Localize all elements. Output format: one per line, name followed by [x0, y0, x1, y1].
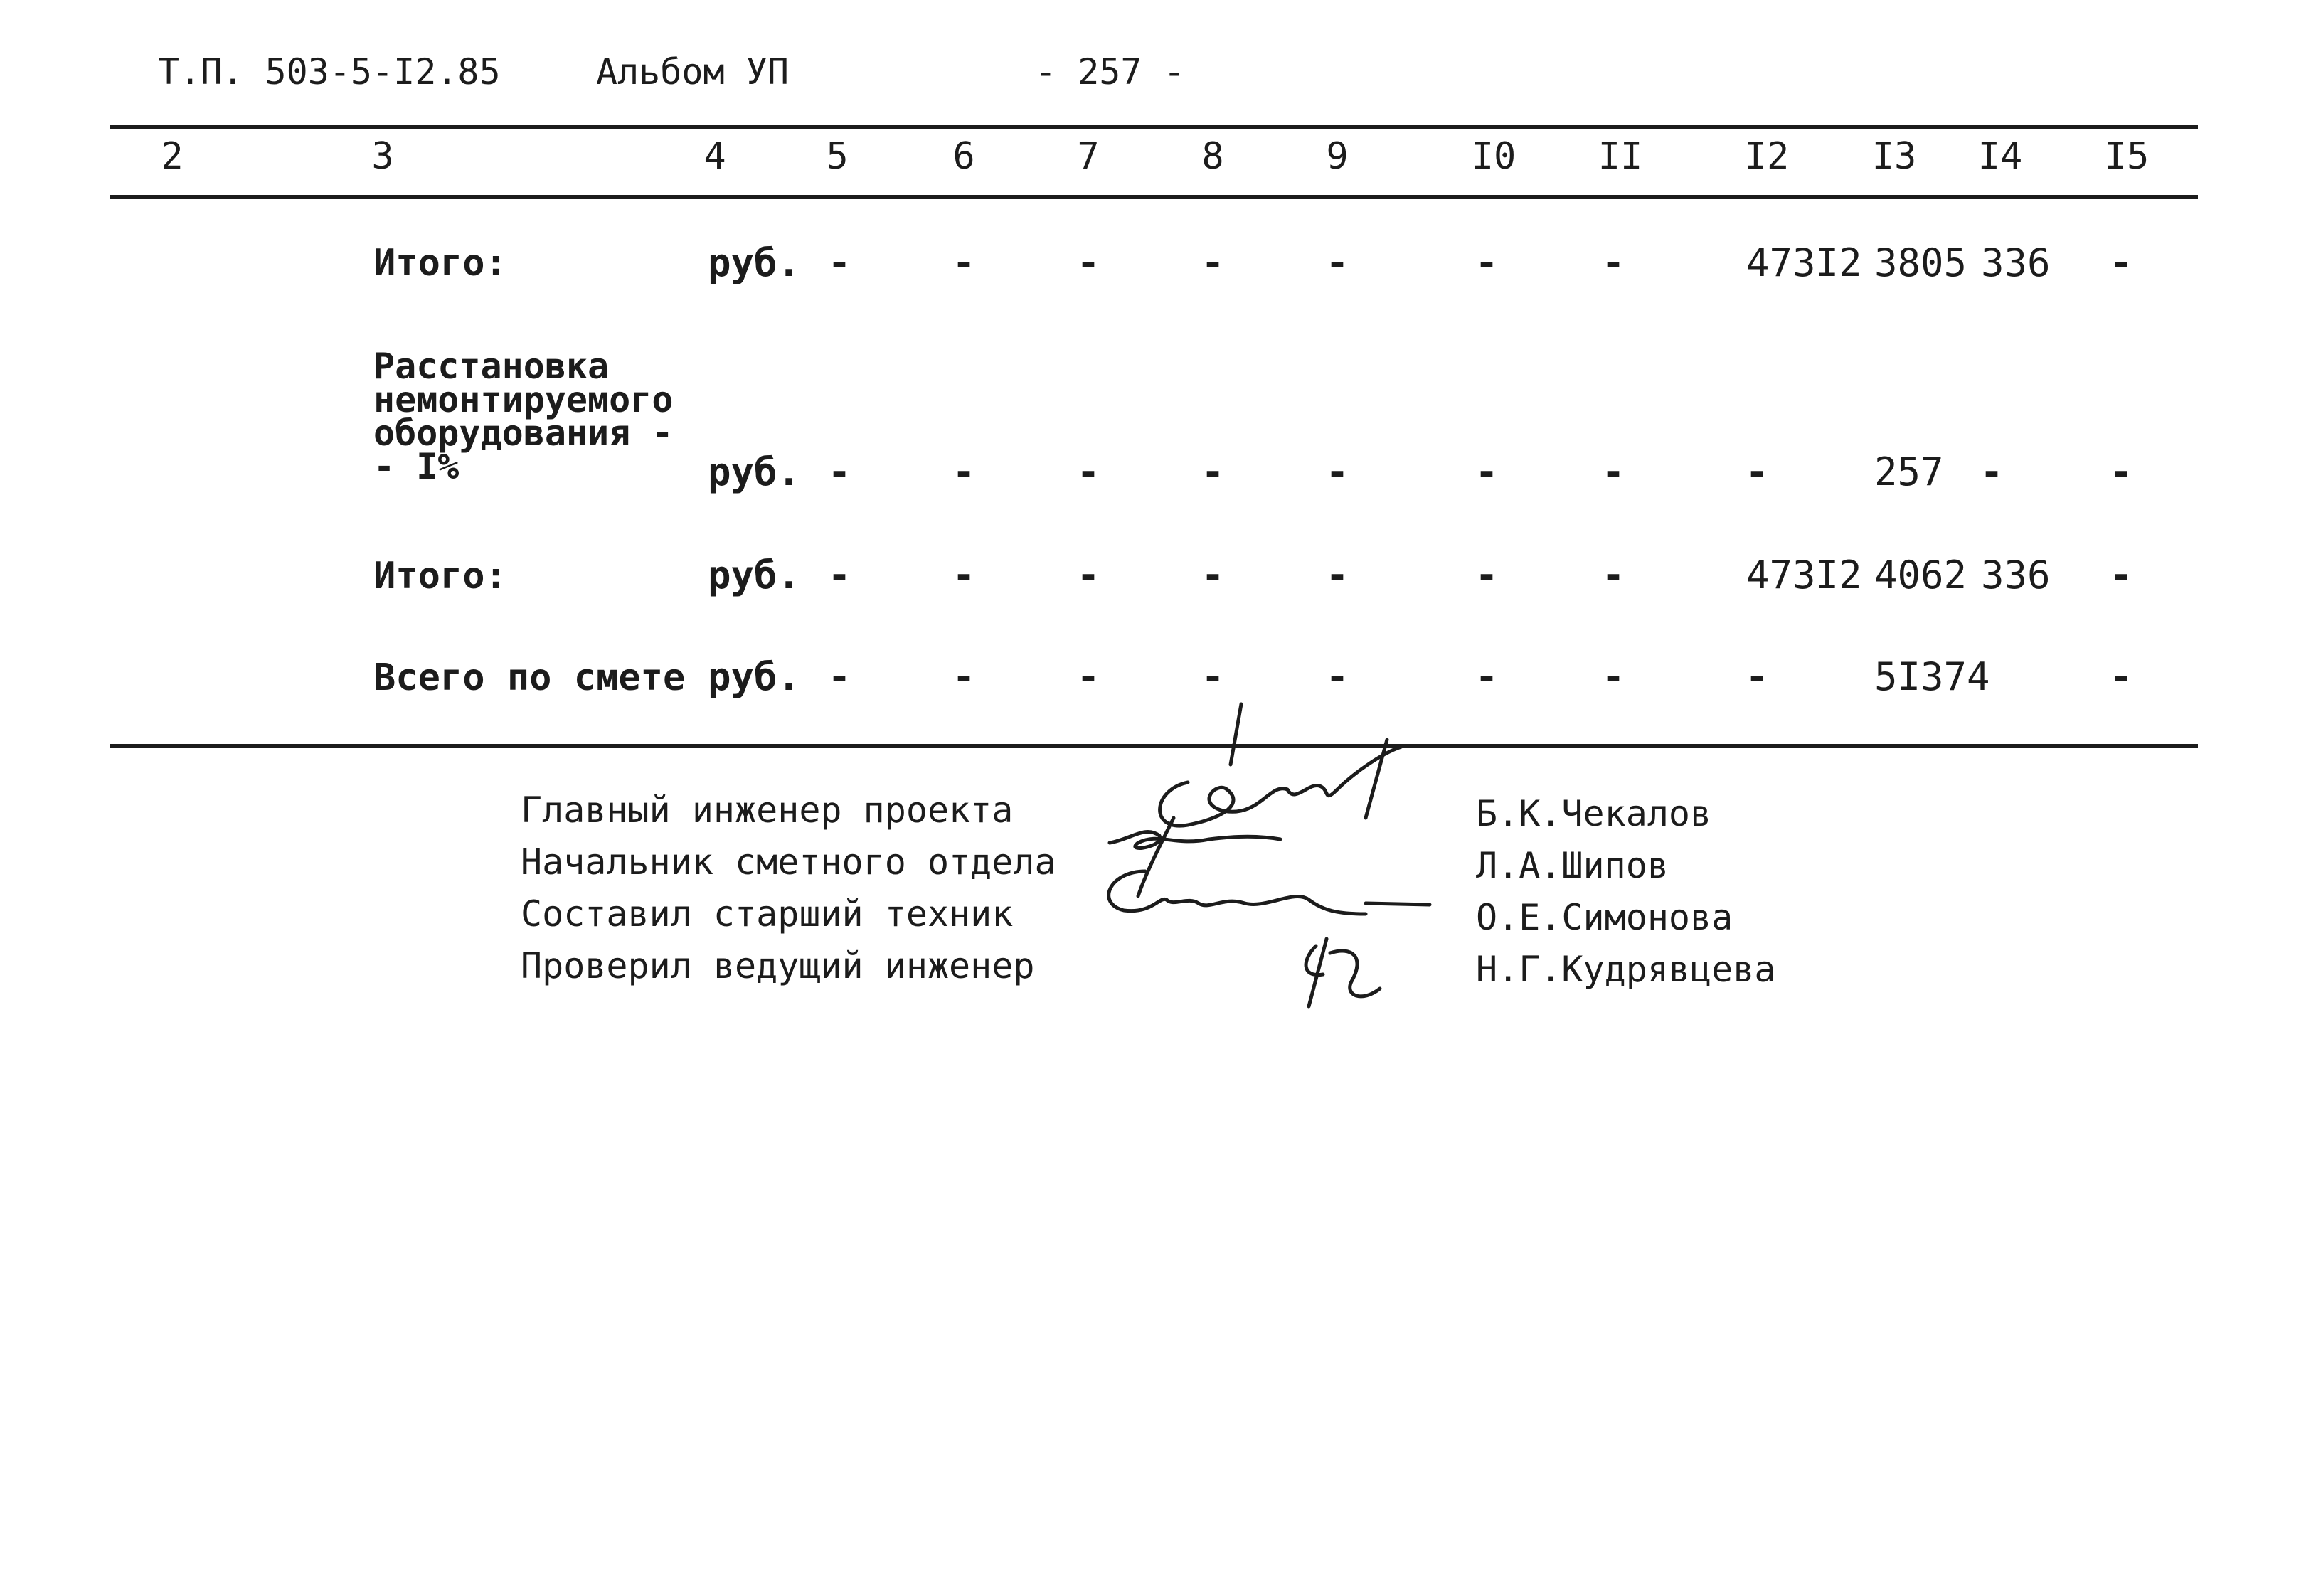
cell-c10: -	[1475, 449, 1499, 494]
cell-c13: 257	[1874, 449, 1944, 494]
col-num-15: I5	[2104, 135, 2150, 178]
document-code: Т.П. 503-5-I2.85	[158, 51, 501, 92]
cell-c9: -	[1325, 553, 1349, 597]
cell-c7: -	[1076, 654, 1100, 699]
row-label: Всего по смете	[373, 656, 686, 699]
cell-c15: -	[2109, 240, 2133, 285]
row-label: Итого:	[373, 242, 507, 284]
cell-c6: -	[952, 449, 976, 494]
col-num-11: II	[1598, 135, 1643, 178]
col-num-7: 7	[1077, 135, 1100, 178]
row-label-line: Расстановка	[373, 346, 610, 387]
cell-c11: -	[1601, 654, 1625, 699]
cell-c5: -	[827, 449, 851, 494]
col-num-4: 4	[703, 135, 726, 178]
cell-c10: -	[1475, 240, 1499, 285]
cell-c13-c14: 5I374	[1874, 654, 1990, 699]
cell-c12: 473I2	[1746, 240, 1862, 285]
signature-name: Л.А.Шипов	[1476, 845, 1669, 886]
signature-role: Проверил ведущий инженер	[521, 945, 1035, 986]
cell-c5: -	[827, 240, 851, 285]
col-num-6: 6	[952, 135, 975, 178]
col-num-10: I0	[1471, 135, 1516, 178]
signature-name: Б.К.Чекалов	[1476, 793, 1712, 834]
col-num-3: 3	[371, 135, 394, 178]
cell-c15: -	[2109, 449, 2133, 494]
row-label-line: оборудования -	[373, 413, 674, 454]
handwritten-signatures-icon	[1081, 697, 1479, 1024]
page-number: - 257 -	[1035, 51, 1185, 92]
cell-c8: -	[1201, 654, 1225, 699]
col-num-8: 8	[1201, 135, 1224, 178]
cell-c7: -	[1076, 553, 1100, 597]
col-num-2: 2	[161, 135, 184, 178]
cell-c14: -	[1980, 449, 2004, 494]
cell-c8: -	[1201, 449, 1225, 494]
signature-role: Начальник сметного отдела	[521, 841, 1056, 883]
cell-c11: -	[1601, 553, 1625, 597]
header-bottom-rule	[110, 195, 2198, 199]
cell-c11: -	[1601, 240, 1625, 285]
cell-c13: 4062	[1874, 553, 1967, 597]
cell-c5: -	[827, 553, 851, 597]
row-unit: руб.	[708, 553, 801, 597]
cell-c15: -	[2109, 553, 2133, 597]
table-top-rule	[110, 125, 2198, 129]
row-unit: руб.	[708, 449, 801, 494]
row-label-line: немонтируемого	[373, 379, 674, 420]
cell-c14: 336	[1981, 240, 2051, 285]
album-label: Альбом УП	[596, 51, 789, 92]
cell-c13: 3805	[1874, 240, 1967, 285]
cell-c9: -	[1325, 240, 1349, 285]
cell-c9: -	[1325, 654, 1349, 699]
cell-c5: -	[827, 654, 851, 699]
cell-c6: -	[952, 654, 976, 699]
cell-c10: -	[1475, 553, 1499, 597]
row-unit: руб.	[708, 654, 801, 699]
cell-c6: -	[952, 553, 976, 597]
cell-c8: -	[1201, 240, 1225, 285]
cell-c8: -	[1201, 553, 1225, 597]
cell-c12: -	[1745, 654, 1769, 699]
cell-c12: 473I2	[1746, 553, 1862, 597]
cell-c10: -	[1475, 654, 1499, 699]
cell-c6: -	[952, 240, 976, 285]
row-label-line: - I%	[373, 446, 459, 487]
row-unit: руб.	[708, 240, 801, 285]
col-num-9: 9	[1326, 135, 1349, 178]
signature-name: Н.Г.Кудрявцева	[1476, 949, 1776, 990]
cell-c9: -	[1325, 449, 1349, 494]
cell-c7: -	[1076, 240, 1100, 285]
signature-role: Главный инженер проекта	[521, 789, 1014, 831]
signature-name: О.Е.Симонова	[1476, 897, 1733, 938]
cell-c7: -	[1076, 449, 1100, 494]
cell-c14: 336	[1981, 553, 2051, 597]
cell-c15: -	[2109, 654, 2133, 699]
col-num-5: 5	[826, 135, 849, 178]
cell-c12: -	[1745, 449, 1769, 494]
col-num-14: I4	[1977, 135, 2023, 178]
signature-role: Составил старший техник	[521, 893, 1014, 935]
col-num-13: I3	[1871, 135, 1917, 178]
col-num-12: I2	[1744, 135, 1790, 178]
cell-c11: -	[1601, 449, 1625, 494]
row-label: Итого:	[373, 555, 507, 597]
